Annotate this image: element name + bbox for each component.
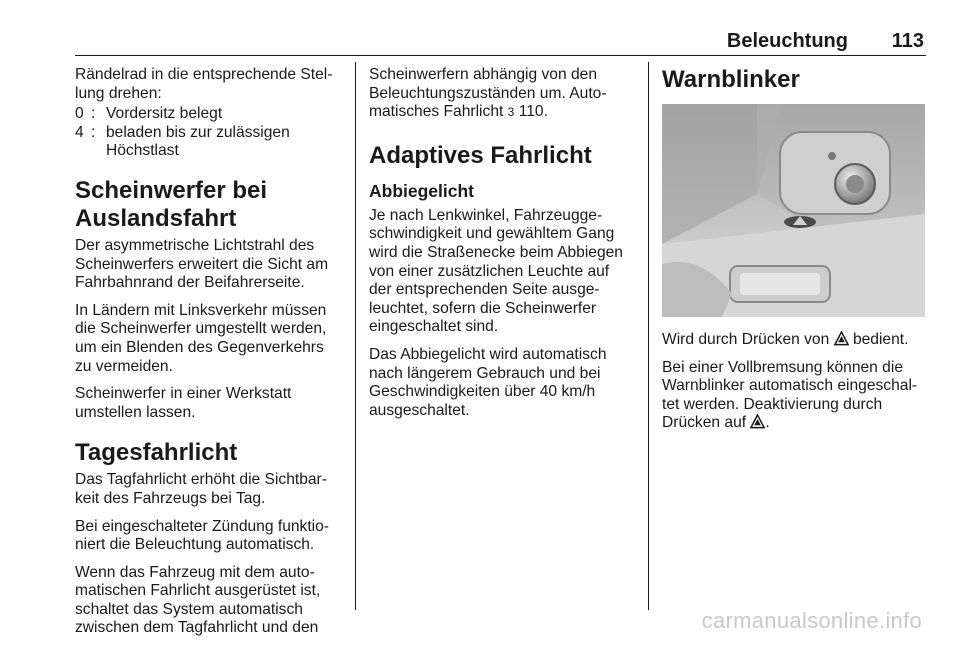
column-2 (369, 66, 635, 429)
hazard-warning-icon (750, 414, 765, 429)
list-key: 4 (75, 123, 84, 141)
column-divider-2 (648, 62, 649, 610)
paragraph: Bei eingeschalteter Zündung funktio-niert die Beleuchtung automatisch. (75, 517, 329, 554)
list-separator: : (91, 123, 96, 141)
header-title: Beleuchtung (726, 30, 848, 52)
paragraph (662, 331, 926, 350)
paragraph-text: Bei einer Vollbremsung können die Warnblinker automatisch eingeschal-tet werden. Deaktivierung durch Drücken auf (662, 358, 918, 432)
page-reference-arrow: 3 (507, 105, 515, 120)
page-reference: 110. (518, 103, 548, 121)
page-number: 113 (891, 30, 924, 52)
heading-tagesfahrlicht: Tagesfahrlicht (75, 439, 238, 467)
paragraph (662, 359, 926, 433)
list-text: Vordersitz belegt (106, 105, 223, 123)
paragraph: Wenn das Fahrzeug mit dem auto-matischen Fahrlicht ausgerüstet ist, schaltet das System automatisch zwischen dem Tagfahrlicht und den (75, 563, 321, 637)
paragraph-text: Scheinwerfern abhängig von den Beleuchtungszuständen um. Auto-matisches Fahrlicht (369, 66, 607, 121)
paragraph: Scheinwerfer in einer Werkstatt umstellen lassen. (75, 385, 292, 421)
list-item (75, 124, 343, 161)
header-rule (75, 55, 926, 56)
column-1 (75, 66, 343, 647)
paragraph-text: Wird durch Drücken von (662, 331, 830, 348)
paragraph: In Ländern mit Linksverkehr müssen die Scheinwerfer umgestellt werden, um ein Blenden des Gegenverkehrs zu vermeiden. (75, 301, 327, 375)
paragraph: Der asymmetrische Lichtstrahl des Scheinwerfers erweitert die Sicht am Fahrbahnrand der Beifahrerseite. (75, 236, 329, 292)
intro-text: Rändelrad in die entsprechende Stel-lung drehen: (75, 66, 333, 102)
list-separator: : (91, 105, 96, 123)
paragraph: Je nach Lenkwinkel, Fahrzeugge-schwindigkeit und gewähltem Gang wird die Straßenecke beim Abbiegen von einer zusätzlichen Leuchte auf der entsprechenden Seite ausge-leuchtet, sofern die Scheinwerfer eingeschaltet sind. (369, 206, 623, 336)
page-header (75, 30, 926, 54)
paragraph: Das Tagfahrlicht erhöht die Sichtbar-keit des Fahrzeugs bei Tag. (75, 471, 327, 507)
subheading-abbiegelicht: Abbiegelicht (369, 180, 475, 201)
heading-scheinwerfer-auslandsfahrt: Scheinwerfer bei Auslandsfahrt (75, 176, 268, 232)
list-text: beladen bis zur zulässigen Höchstlast (106, 123, 290, 160)
heading-warnblinker: Warnblinker (662, 66, 800, 93)
paragraph-text: bedient. (852, 331, 909, 348)
paragraph-text: . (765, 414, 770, 432)
list-key: 0 (75, 105, 84, 123)
hazard-warning-icon (834, 331, 849, 346)
heading-adaptives-fahrlicht: Adaptives Fahrlicht (369, 141, 592, 169)
column-divider-1 (355, 62, 356, 610)
paragraph: Das Abbiegelicht wird automatisch nach längerem Gebrauch und bei Geschwindigkeiten über 40 km/h ausgeschaltet. (369, 345, 607, 419)
seat-position-list (75, 105, 343, 161)
hazard-switch-photo (662, 104, 925, 317)
list-item (75, 105, 343, 124)
column-3 (662, 66, 926, 442)
paragraph (369, 66, 635, 122)
watermark: carmanualsonline.info (701, 608, 922, 633)
